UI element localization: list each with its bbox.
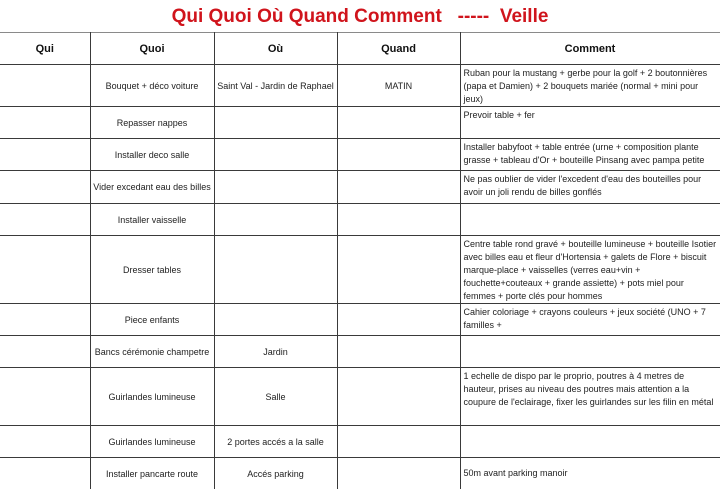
cell-quoi[interactable]: Vider excedant eau des billes xyxy=(90,171,214,204)
cell-comment[interactable]: Installer babyfoot + table entrée (urne + composition plante grasse + tableau d'Or + bouteille Pinsang avec pampa petite xyxy=(460,139,720,171)
cell-comment[interactable] xyxy=(460,204,720,236)
cell-qui[interactable] xyxy=(0,236,90,304)
table-row xyxy=(0,368,720,426)
cell-ou[interactable]: 2 portes accés a la salle xyxy=(214,426,337,458)
cell-ou[interactable]: Salle xyxy=(214,368,337,426)
cell-ou[interactable] xyxy=(214,139,337,171)
cell-comment[interactable] xyxy=(460,426,720,458)
cell-quoi[interactable]: Piece enfants xyxy=(90,304,214,336)
table-row xyxy=(0,336,720,368)
table-row xyxy=(0,426,720,458)
cell-qui[interactable] xyxy=(0,107,90,139)
cell-quoi[interactable]: Installer deco salle xyxy=(90,139,214,171)
cell-comment[interactable]: 50m avant parking manoir xyxy=(460,458,720,489)
task-table xyxy=(0,32,720,489)
cell-qui[interactable] xyxy=(0,171,90,204)
cell-qui[interactable] xyxy=(0,458,90,489)
cell-quand[interactable] xyxy=(337,304,460,336)
cell-quand[interactable] xyxy=(337,171,460,204)
cell-quand[interactable]: MATIN xyxy=(337,65,460,107)
cell-ou[interactable] xyxy=(214,171,337,204)
cell-qui[interactable] xyxy=(0,204,90,236)
cell-quand[interactable] xyxy=(337,236,460,304)
cell-quand[interactable] xyxy=(337,204,460,236)
cell-quoi[interactable]: Bouquet + déco voiture xyxy=(90,65,214,107)
header-quoi[interactable]: Quoi xyxy=(90,33,214,65)
cell-quoi[interactable]: Guirlandes lumineuse xyxy=(90,426,214,458)
cell-ou[interactable]: Accés parking xyxy=(214,458,337,489)
cell-quand[interactable] xyxy=(337,458,460,489)
header-ou[interactable]: Où xyxy=(214,33,337,65)
cell-comment[interactable]: Prevoir table + fer xyxy=(460,107,720,139)
cell-quoi[interactable]: Installer pancarte route xyxy=(90,458,214,489)
table-row xyxy=(0,139,720,171)
cell-comment[interactable]: Cahier coloriage + crayons couleurs + jeux société (UNO + 7 familles + xyxy=(460,304,720,336)
table-row xyxy=(0,458,720,489)
cell-qui[interactable] xyxy=(0,304,90,336)
table-row xyxy=(0,204,720,236)
header-quand[interactable]: Quand xyxy=(337,33,460,65)
cell-ou[interactable] xyxy=(214,236,337,304)
table-row xyxy=(0,304,720,336)
cell-comment[interactable]: Centre table rond gravé + bouteille lumineuse + bouteille Isotier avec billes eau et fleur d'Hortensia + galets de Flore + biscuit marque-place + vaisselles (verres eau+vin + fouchette+couteaux + grande assiette) + pots miel pour femmes + porte clés pour hommes xyxy=(460,236,720,304)
table-row xyxy=(0,65,720,107)
table-row xyxy=(0,107,720,139)
cell-ou[interactable] xyxy=(214,304,337,336)
cell-comment[interactable] xyxy=(460,336,720,368)
cell-quand[interactable] xyxy=(337,336,460,368)
cell-quoi[interactable]: Repasser nappes xyxy=(90,107,214,139)
cell-qui[interactable] xyxy=(0,336,90,368)
cell-quand[interactable] xyxy=(337,368,460,426)
header-qui[interactable]: Qui xyxy=(0,33,90,65)
cell-quand[interactable] xyxy=(337,139,460,171)
table-row xyxy=(0,236,720,304)
sheet-title: Qui Quoi Où Quand Comment ----- Veille xyxy=(171,6,549,27)
cell-quoi[interactable]: Dresser tables xyxy=(90,236,214,304)
cell-quoi[interactable]: Guirlandes lumineuse xyxy=(90,368,214,426)
cell-ou[interactable]: Jardin xyxy=(214,336,337,368)
cell-comment[interactable]: Ruban pour la mustang + gerbe pour la golf + 2 boutonnières (papa et Damien) + 2 bouquets mariée (normal + mini pour jeux) xyxy=(460,65,720,107)
cell-qui[interactable] xyxy=(0,426,90,458)
cell-ou[interactable] xyxy=(214,204,337,236)
cell-comment[interactable]: Ne pas oublier de vider l'excedent d'eau des bouteilles pour avoir un joli rendu de billes gonflés xyxy=(460,171,720,204)
cell-qui[interactable] xyxy=(0,139,90,171)
cell-comment[interactable]: 1 echelle de dispo par le proprio, poutres à 4 metres de hauteur, prises au niveau des poutres mais attention a la coupure de l'eclairage, fixer les guirlandes sur les filin en métal xyxy=(460,368,720,426)
cell-ou[interactable]: Saint Val - Jardin de Raphael xyxy=(214,65,337,107)
cell-quand[interactable] xyxy=(337,107,460,139)
header-comment[interactable]: Comment xyxy=(460,33,720,65)
table-row xyxy=(0,171,720,204)
cell-ou[interactable] xyxy=(214,107,337,139)
cell-quand[interactable] xyxy=(337,426,460,458)
cell-quoi[interactable]: Installer vaisselle xyxy=(90,204,214,236)
header-row xyxy=(0,33,720,65)
cell-qui[interactable] xyxy=(0,368,90,426)
cell-quoi[interactable]: Bancs cérémonie champetre xyxy=(90,336,214,368)
cell-qui[interactable] xyxy=(0,65,90,107)
